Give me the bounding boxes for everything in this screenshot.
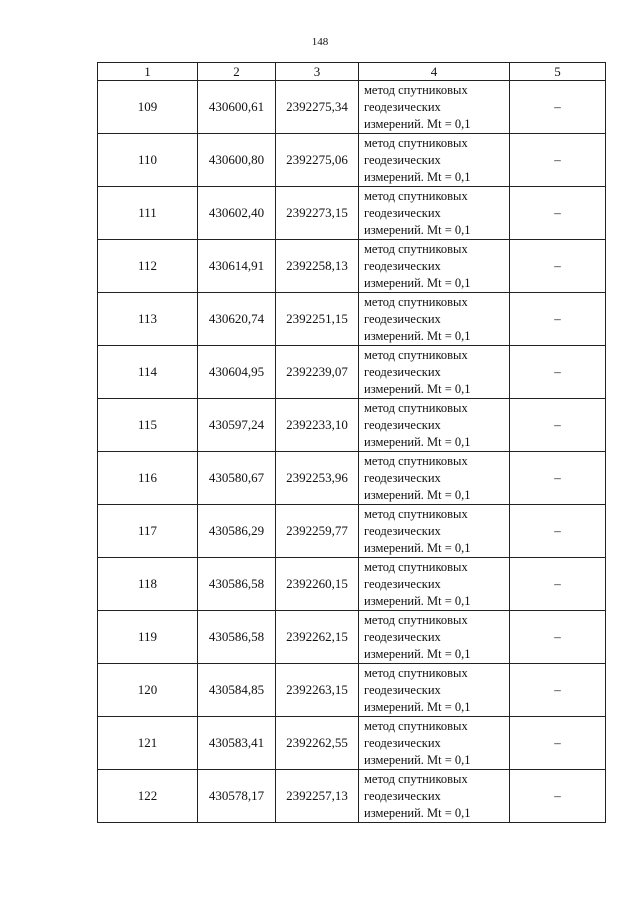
header-col-3: 3 (276, 63, 359, 81)
x-coordinate-cell: 430586,58 (198, 611, 276, 664)
method-cell (359, 664, 510, 717)
method-line: геодезических (364, 576, 441, 591)
point-number-cell: 120 (98, 664, 198, 717)
table-row (98, 187, 606, 240)
note-cell: – (510, 452, 606, 505)
point-number-cell: 122 (98, 770, 198, 823)
method-line: метод спутниковых (364, 294, 468, 309)
note-cell: – (510, 505, 606, 558)
method-line: геодезических (364, 523, 441, 538)
method-line: метод спутниковых (364, 135, 468, 150)
table-row (98, 240, 606, 293)
method-line: геодезических (364, 258, 441, 273)
header-col-1: 1 (98, 63, 198, 81)
page-number: 148 (311, 36, 329, 48)
point-number-cell: 116 (98, 452, 198, 505)
method-line: геодезических (364, 682, 441, 697)
y-coordinate-cell: 2392251,15 (276, 293, 359, 346)
note-cell: – (510, 293, 606, 346)
note-cell: – (510, 770, 606, 823)
table-body (98, 81, 606, 823)
method-line: измерений. Mt = 0,1 (364, 487, 471, 502)
method-line: измерений. Mt = 0,1 (364, 752, 471, 767)
method-line: измерений. Mt = 0,1 (364, 699, 471, 714)
header-row (98, 63, 606, 81)
method-cell (359, 611, 510, 664)
method-line: метод спутниковых (364, 771, 468, 786)
point-number-cell: 113 (98, 293, 198, 346)
x-coordinate-cell: 430597,24 (198, 399, 276, 452)
point-number-cell: 114 (98, 346, 198, 399)
table-row (98, 664, 606, 717)
note-cell: – (510, 611, 606, 664)
method-line: метод спутниковых (364, 347, 468, 362)
header-col-5: 5 (510, 63, 606, 81)
x-coordinate-cell: 430604,95 (198, 346, 276, 399)
y-coordinate-cell: 2392263,15 (276, 664, 359, 717)
method-line: метод спутниковых (364, 453, 468, 468)
method-line: измерений. Mt = 0,1 (364, 593, 471, 608)
x-coordinate-cell: 430583,41 (198, 717, 276, 770)
y-coordinate-cell: 2392260,15 (276, 558, 359, 611)
y-coordinate-cell: 2392258,13 (276, 240, 359, 293)
y-coordinate-cell: 2392239,07 (276, 346, 359, 399)
table-row (98, 770, 606, 823)
x-coordinate-cell: 430600,61 (198, 81, 276, 134)
y-coordinate-cell: 2392275,06 (276, 134, 359, 187)
point-number-cell: 109 (98, 81, 198, 134)
x-coordinate-cell: 430586,58 (198, 558, 276, 611)
method-line: геодезических (364, 99, 441, 114)
x-coordinate-cell: 430602,40 (198, 187, 276, 240)
method-line: метод спутниковых (364, 400, 468, 415)
y-coordinate-cell: 2392273,15 (276, 187, 359, 240)
method-line: измерений. Mt = 0,1 (364, 540, 471, 555)
point-number-cell: 118 (98, 558, 198, 611)
method-cell (359, 558, 510, 611)
table-row (98, 293, 606, 346)
method-cell (359, 346, 510, 399)
header-col-4: 4 (359, 63, 510, 81)
note-cell: – (510, 187, 606, 240)
coordinates-table (97, 62, 606, 823)
method-line: метод спутниковых (364, 82, 468, 97)
method-line: геодезических (364, 629, 441, 644)
method-cell (359, 505, 510, 558)
method-cell (359, 399, 510, 452)
point-number-cell: 115 (98, 399, 198, 452)
method-line: метод спутниковых (364, 612, 468, 627)
point-number-cell: 111 (98, 187, 198, 240)
method-line: метод спутниковых (364, 506, 468, 521)
method-line: измерений. Mt = 0,1 (364, 222, 471, 237)
method-line: измерений. Mt = 0,1 (364, 434, 471, 449)
method-cell (359, 293, 510, 346)
x-coordinate-cell: 430620,74 (198, 293, 276, 346)
method-cell (359, 81, 510, 134)
point-number-cell: 119 (98, 611, 198, 664)
note-cell: – (510, 558, 606, 611)
table-row (98, 81, 606, 134)
note-cell: – (510, 134, 606, 187)
table-row (98, 611, 606, 664)
table-row (98, 505, 606, 558)
method-line: метод спутниковых (364, 559, 468, 574)
x-coordinate-cell: 430586,29 (198, 505, 276, 558)
method-line: геодезических (364, 470, 441, 485)
method-line: измерений. Mt = 0,1 (364, 116, 471, 131)
method-line: метод спутниковых (364, 188, 468, 203)
method-line: измерений. Mt = 0,1 (364, 646, 471, 661)
method-line: метод спутниковых (364, 241, 468, 256)
y-coordinate-cell: 2392262,15 (276, 611, 359, 664)
method-cell (359, 134, 510, 187)
note-cell: – (510, 399, 606, 452)
method-line: измерений. Mt = 0,1 (364, 275, 471, 290)
method-line: геодезических (364, 311, 441, 326)
x-coordinate-cell: 430600,80 (198, 134, 276, 187)
y-coordinate-cell: 2392233,10 (276, 399, 359, 452)
point-number-cell: 112 (98, 240, 198, 293)
x-coordinate-cell: 430614,91 (198, 240, 276, 293)
method-cell (359, 187, 510, 240)
table-row (98, 717, 606, 770)
table-row (98, 346, 606, 399)
y-coordinate-cell: 2392259,77 (276, 505, 359, 558)
note-cell: – (510, 717, 606, 770)
method-line: геодезических (364, 788, 441, 803)
point-number-cell: 121 (98, 717, 198, 770)
note-cell: – (510, 240, 606, 293)
note-cell: – (510, 664, 606, 717)
method-line: метод спутниковых (364, 665, 468, 680)
method-cell (359, 452, 510, 505)
method-line: геодезических (364, 735, 441, 750)
method-cell (359, 770, 510, 823)
table-row (98, 558, 606, 611)
table-row (98, 399, 606, 452)
method-line: измерений. Mt = 0,1 (364, 805, 471, 820)
point-number-cell: 110 (98, 134, 198, 187)
table-row (98, 452, 606, 505)
method-line: геодезических (364, 364, 441, 379)
method-line: геодезических (364, 152, 441, 167)
method-line: измерений. Mt = 0,1 (364, 169, 471, 184)
y-coordinate-cell: 2392262,55 (276, 717, 359, 770)
y-coordinate-cell: 2392257,13 (276, 770, 359, 823)
note-cell: – (510, 81, 606, 134)
y-coordinate-cell: 2392275,34 (276, 81, 359, 134)
method-line: измерений. Mt = 0,1 (364, 381, 471, 396)
header-col-2: 2 (198, 63, 276, 81)
x-coordinate-cell: 430584,85 (198, 664, 276, 717)
point-number-cell: 117 (98, 505, 198, 558)
x-coordinate-cell: 430580,67 (198, 452, 276, 505)
method-line: геодезических (364, 417, 441, 432)
method-cell (359, 240, 510, 293)
method-cell (359, 717, 510, 770)
y-coordinate-cell: 2392253,96 (276, 452, 359, 505)
note-cell: – (510, 346, 606, 399)
method-line: измерений. Mt = 0,1 (364, 328, 471, 343)
method-line: метод спутниковых (364, 718, 468, 733)
method-line: геодезических (364, 205, 441, 220)
x-coordinate-cell: 430578,17 (198, 770, 276, 823)
table-header (98, 63, 606, 81)
table-row (98, 134, 606, 187)
